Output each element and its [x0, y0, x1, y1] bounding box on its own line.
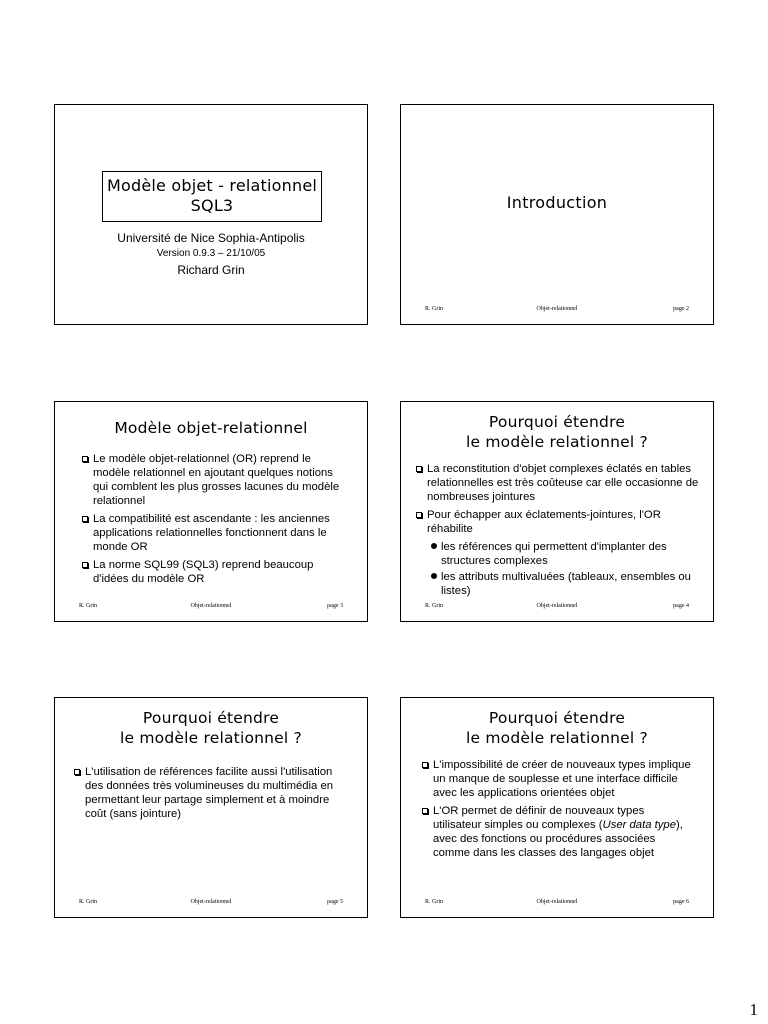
footer-page: page 4: [673, 603, 689, 609]
slide-title-line1: Pourquoi étendre: [488, 709, 626, 727]
slide-content: [421, 758, 695, 864]
slide-title: Introduction: [506, 193, 608, 212]
slide-title: [55, 708, 367, 748]
slide-5: [54, 697, 368, 918]
footer-author: R. Grin: [79, 603, 97, 609]
bullet-item: Pour échapper aux éclatements-jointures, l'OR réhabilite: [415, 508, 699, 536]
footer-title: Objet-relationnel: [536, 899, 578, 905]
bullet-text-a: L'OR permet de définir de nouveaux types utilisateur simples ou complexes (: [433, 805, 645, 831]
slide-title: Modèle objet-relationnel: [114, 419, 308, 437]
footer-page: page 2: [673, 306, 689, 312]
slide-title-line2: le modèle relationnel ?: [466, 729, 648, 747]
footer-author: R. Grin: [425, 306, 443, 312]
version: Version 0.9.3 – 21/10/05: [156, 248, 266, 259]
slide-title-line2: le modèle relationnel ?: [120, 729, 302, 747]
slide-3: [54, 401, 368, 622]
slide-1: [54, 104, 368, 325]
slide-title-line2: le modèle relationnel ?: [466, 433, 648, 451]
sub-bullet-item: les attributs multivaluées (tableaux, ensembles ou listes): [429, 570, 699, 598]
slide-content: [81, 452, 351, 590]
slide-6: [400, 697, 714, 918]
footer-title: Objet-relationnel: [190, 603, 232, 609]
sheet-page-number: 1: [749, 1000, 758, 1019]
slide-title: [401, 412, 713, 452]
slide-2: [400, 104, 714, 325]
slide-title-line1: Modèle objet - relationnel: [106, 176, 318, 195]
footer-page: page 6: [673, 899, 689, 905]
bullet-item: La compatibilité est ascendante : les anciennes applications relationnelles fonctionnent dans le monde OR: [81, 512, 351, 554]
slide-title-line2: SQL3: [190, 196, 234, 215]
footer-page: page 3: [327, 603, 343, 609]
bullet-item: L'impossibilité de créer de nouveaux types implique un manque de souplesse et une interface difficile avec les applications orientées objet: [421, 758, 695, 800]
title-box: [102, 171, 322, 222]
slide-footer: [401, 306, 713, 316]
bullet-text-b: ), avec des fonctions ou procédures associées comme dans les classes des langages objet: [433, 819, 683, 859]
university: Université de Nice Sophia-Antipolis: [117, 231, 305, 245]
footer-page: page 5: [327, 899, 343, 905]
slide-footer: [55, 603, 367, 613]
footer-author: R. Grin: [425, 603, 443, 609]
bullet-item: [421, 804, 695, 860]
author: Richard Grin: [177, 263, 245, 277]
slide-title-line1: Pourquoi étendre: [488, 413, 626, 431]
slide-content: [415, 462, 699, 600]
bullet-item: L'utilisation de références facilite aussi l'utilisation des données très volumineuses du multimédia en permettant leur partage simplement et à moindre coût (sans jointure): [73, 765, 349, 821]
sub-bullet-item: les références qui permettent d'implanter des structures complexes: [429, 540, 699, 568]
bullet-text-emphasis: User data type: [602, 819, 676, 831]
slide-footer: [401, 603, 713, 613]
footer-title: Objet-relationnel: [536, 603, 578, 609]
slide-footer: [401, 899, 713, 909]
bullet-item: La norme SQL99 (SQL3) reprend beaucoup d'idées du modèle OR: [81, 558, 351, 586]
footer-author: R. Grin: [425, 899, 443, 905]
bullet-item: Le modèle objet-relationnel (OR) reprend le modèle relationnel en ajoutant quelques notions qui comblent les plus grosses lacunes du modèle relationnel: [81, 452, 351, 508]
footer-author: R. Grin: [79, 899, 97, 905]
bullet-item: La reconstitution d'objet complexes éclatés en tables relationnelles est très coûteuse car elle occasionne de nombreuses jointures: [415, 462, 699, 504]
footer-title: Objet-relationnel: [536, 306, 578, 312]
slide-4: [400, 401, 714, 622]
slide-footer: [55, 899, 367, 909]
slide-title-line1: Pourquoi étendre: [142, 709, 280, 727]
footer-title: Objet-relationnel: [190, 899, 232, 905]
slide-title: [401, 708, 713, 748]
slide-content: [73, 765, 349, 825]
